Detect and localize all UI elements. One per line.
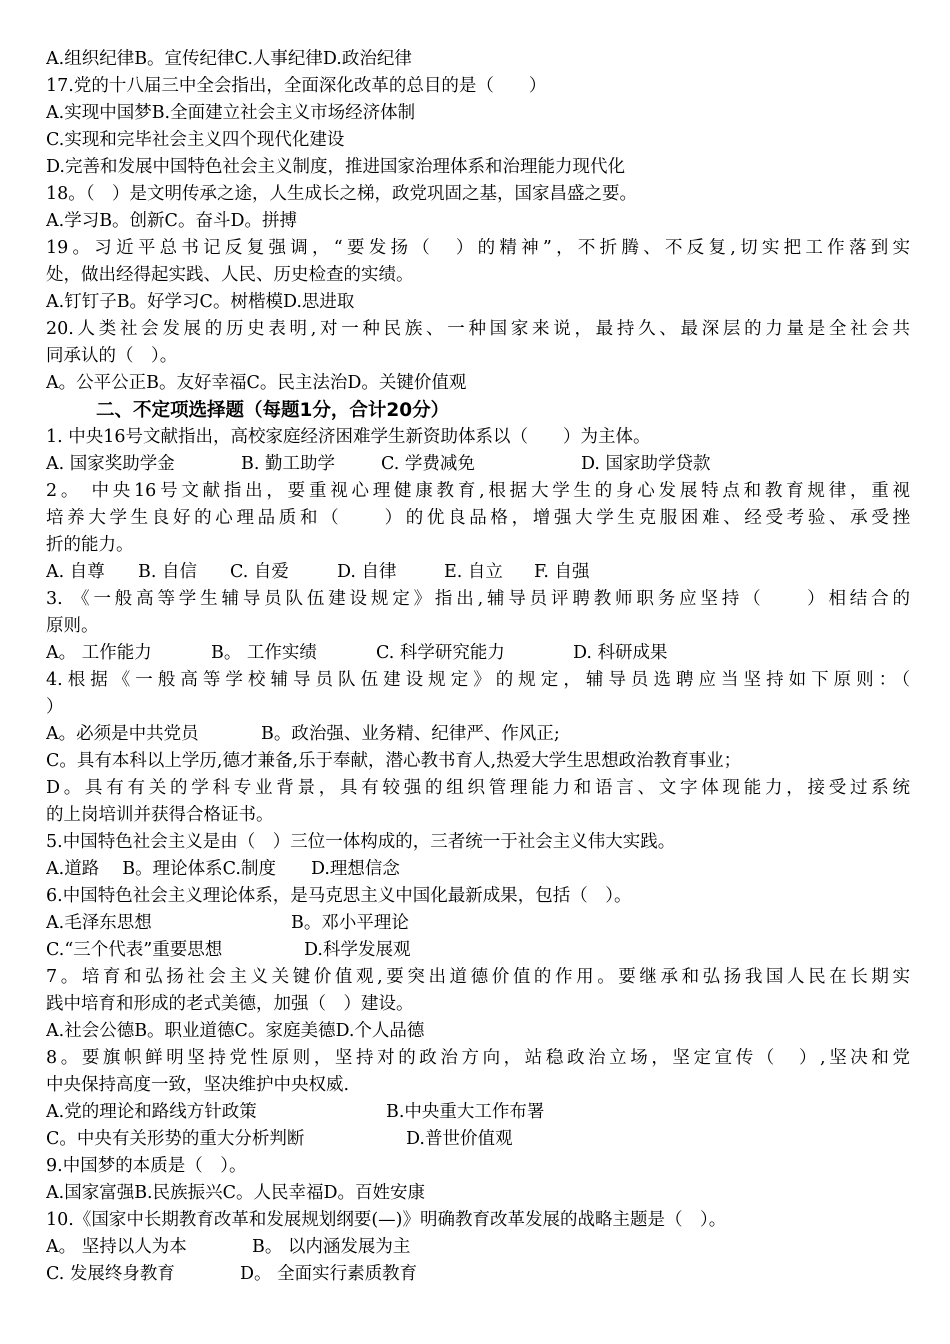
option-item: C. 学费减免 — [381, 454, 475, 474]
text-line: 的上岗培训并获得合格证书。 — [46, 805, 274, 825]
text-line: 原则。 — [46, 616, 99, 636]
option-item: B。 工作实绩 — [211, 643, 317, 663]
text-line: A.钉钉子B。好学习C。树楷模D.思进取 — [46, 292, 355, 312]
text-line: 处，做出经得起实践、人民、历史检查的实绩。 — [46, 265, 414, 285]
option-item: D. 自律 — [337, 562, 397, 582]
option-item: E. 自立 — [444, 562, 503, 582]
text-line: A。公平公正B。友好幸福C。民主法治D。关键价值观 — [46, 373, 467, 393]
option-item: B. 自信 — [138, 562, 197, 582]
option-row — [46, 1234, 910, 1261]
text-line: D。具有有关的学科专业背景，具有较强的组织管理能力和语言、文字体现能力，接受过系统 — [46, 778, 910, 798]
option-item: B。 以内涵发展为主 — [252, 1237, 411, 1257]
option-item: C. 科学研究能力 — [376, 643, 505, 663]
text-line: 10.《国家中长期教育改革和发展规划纲要(—)》明确教育改革发展的战略主题是（ ）。 — [46, 1210, 727, 1230]
option-item: D. 国家助学贷款 — [581, 454, 711, 474]
option-item: B. 勤工助学 — [241, 454, 335, 474]
text-line: 3. 《一般高等学生辅导员队伍建设规定》指出,辅导员评聘教师职务应坚持（ ）相结合的 — [46, 589, 910, 609]
option-row — [46, 937, 910, 964]
option-row — [46, 910, 910, 937]
option-item: F. 自强 — [534, 562, 590, 582]
option-item: B.中央重大工作布署 — [386, 1102, 545, 1122]
text-line: A.道路 B。理论体系C.制度 D.理想信念 — [46, 859, 400, 879]
option-row — [46, 1099, 910, 1126]
option-item: A。 工作能力 — [46, 643, 152, 663]
text-line: 中央保持高度一致，坚决维护中央权威. — [46, 1075, 350, 1095]
option-item: D.普世价值观 — [406, 1129, 513, 1149]
text-line: ） — [46, 697, 64, 717]
text-line: 19。习近平总书记反复强调，“要发扬（ ）的精神”，不折腾、不反复,切实把工作落到实 — [46, 238, 910, 258]
text-line: 20.人类社会发展的历史表明,对一种民族、一种国家来说，最持久、最深层的力量是全社会共 — [46, 319, 910, 339]
text-line: A.组织纪律B。宣传纪律C.人事纪律D.政治纪律 — [46, 49, 412, 69]
text-line: 培养大学生良好的心理品质和（ ）的优良品格，增强大学生克服困难、经受考验、承受挫 — [46, 508, 910, 528]
option-item: C.“三个代表”重要思想 — [46, 940, 223, 960]
option-item: C。中央有关形势的重大分析判断 — [46, 1129, 305, 1149]
option-row — [46, 451, 910, 478]
text-line: A.社会公德B。职业道德C。家庭美德D.个人品德 — [46, 1021, 425, 1041]
text-line: A.国家富强B.民族振兴C。人民幸福D。百姓安康 — [46, 1183, 426, 1203]
text-line: 9.中国梦的本质是（ ）。 — [46, 1156, 247, 1176]
text-line: C。具有本科以上学历,德才兼备,乐于奉献，潜心教书育人,热爱大学生思想政治教育事业； — [46, 751, 742, 771]
text-line: 4.根据《一般高等学校辅导员队伍建设规定》的规定，辅导员选聘应当坚持如下原则：（ — [46, 670, 910, 690]
option-item: B。政治强、业务精、纪律严、作风正; — [261, 724, 560, 744]
text-line: 8。要旗帜鲜明坚持党性原则，坚持对的政治方向，站稳政治立场，坚定宣传（ ）,坚决和党 — [46, 1048, 910, 1068]
option-item: C. 自爱 — [230, 562, 289, 582]
text-line: 6.中国特色社会主义理论体系，是马克思主义中国化最新成果，包括（ ）。 — [46, 886, 632, 906]
text-line: 同承认的（ ）。 — [46, 346, 178, 366]
text-line: 折的能力。 — [46, 535, 134, 555]
option-item: A. 国家奖助学金 — [46, 454, 175, 474]
option-item: A.党的理论和路线方针政策 — [46, 1102, 257, 1122]
text-line: D.完善和发展中国特色社会主义制度，推进国家治理体系和治理能力现代化 — [46, 157, 625, 177]
option-item: A. 自尊 — [46, 562, 105, 582]
text-line: 18。（ ）是文明传承之途，人生成长之梯，政党巩固之基，国家昌盛之要。 — [46, 184, 638, 204]
section-heading: 二、不定项选择题（每题1分，合计20分） — [96, 400, 450, 421]
option-item: D.科学发展观 — [304, 940, 411, 960]
text-line: 17.党的十八届三中全会指出，全面深化改革的总目的是（ ） — [46, 76, 547, 96]
text-line: 5.中国特色社会主义是由（ ）三位一体构成的，三者统一于社会主义伟大实践。 — [46, 832, 676, 852]
option-item: C. 发展终身教育 — [46, 1264, 175, 1284]
text-line: A.学习B。创新C。奋斗D。拼搏 — [46, 211, 297, 231]
text-line: A.实现中国梦B.全面建立社会主义市场经济体制 — [46, 103, 416, 123]
option-row — [46, 640, 910, 667]
option-item: A.毛泽东思想 — [46, 913, 152, 933]
text-line: 践中培育和形成的老式美德，加强（ ）建设。 — [46, 994, 414, 1014]
option-item: D。 全面实行素质教育 — [240, 1264, 418, 1284]
text-line: 2。 中央16号文献指出，要重视心理健康教育,根据大学生的身心发展特点和教育规律，重视 — [46, 481, 910, 501]
text-line: 1. 中央16号文献指出，高校家庭经济困难学生新资助体系以（ ）为主体。 — [46, 427, 651, 447]
option-item: A。必须是中共党员 — [46, 724, 199, 744]
option-item: B。邓小平理论 — [291, 913, 409, 933]
option-item: D. 科研成果 — [573, 643, 668, 663]
option-row — [46, 1261, 910, 1288]
option-row — [46, 721, 910, 748]
option-item: A。 坚持以人为本 — [46, 1237, 187, 1257]
option-row — [46, 559, 910, 586]
text-line: 7。培育和弘扬社会主义关键价值观,要突出道德价值的作用。要继承和弘扬我国人民在长期实 — [46, 967, 910, 987]
text-line: C.实现和完毕社会主义四个现代化建设 — [46, 130, 345, 150]
option-row — [46, 1126, 910, 1153]
